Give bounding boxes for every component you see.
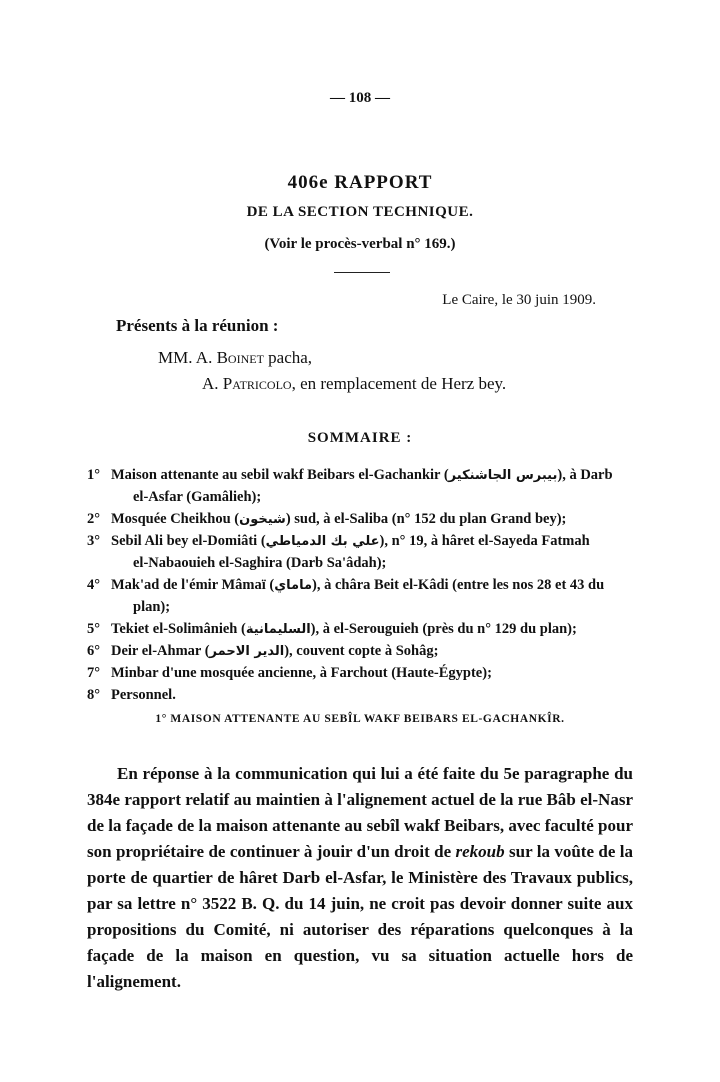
item-text-end: ), couvent copte à Sohâg;: [284, 643, 439, 659]
item-arabic-name: علي بك الدمياطي: [265, 534, 380, 549]
item-number: 6°: [87, 643, 101, 659]
item-text-end: ), à châra Beit el-Kâdi (entre les nos 28 et 43 du: [312, 577, 605, 593]
report-note: (Voir le procès-verbal n° 169.): [264, 236, 456, 252]
sommaire-item-3: [87, 533, 590, 550]
item-number: 7°: [87, 665, 101, 681]
sommaire-item-7: [87, 665, 492, 682]
item-number: 3°: [87, 533, 101, 549]
item-arabic-name: شيخون: [239, 512, 286, 527]
body-paragraph: [87, 761, 633, 995]
item-text-end: ), à Darb: [557, 467, 613, 483]
sommaire-item-4-cont: plan);: [133, 599, 171, 615]
item-arabic-name: الدير الاحمر: [209, 644, 285, 659]
paragraph-text-2: sur la voûte de la porte de quartier de hâret Darb el-Asfar, le Ministère des Travaux publics, par sa lettre n° 3522 B. Q. du 14 juin, ne croit pas devoir donner suite aux propositions du Comité, ni autoriser des réparations quelconques à la façade de la maison en question, vu sa situation actuelle hors de l'alignement.: [87, 842, 633, 991]
sommaire-item-1: [87, 467, 613, 484]
dateline: Le Caire, le 30 juin 1909.: [442, 292, 596, 308]
item-text: Minbar d'une mosquée ancienne, à Farchout (Haute-Égypte);: [111, 665, 492, 681]
item-arabic-name: ماماي: [274, 578, 313, 593]
attendee-line-1: [158, 348, 312, 368]
paragraph-text-1: En réponse à la communication qui lui a été faite du 5e paragraphe du 384e rapport relatif au maintien à l'alignement actuel de la rue Bâb el-Nasr de la façade de la maison attenante au sebîl wakf Beibars, avec faculté pour son propriétaire de continuer à jouir d'un droit de: [87, 764, 633, 861]
item-text: Maison attenante au sebil wakf Beibars el-Gachankir (: [111, 467, 449, 483]
item-number: 4°: [87, 577, 101, 593]
attendee-2-name: Patricolo: [222, 374, 292, 393]
attendee-line-2: [202, 374, 506, 394]
report-subtitle: DE LA SECTION TECHNIQUE.: [246, 204, 474, 220]
item-number: 5°: [87, 621, 101, 637]
section-1-heading: 1° MAISON ATTENANTE AU SEBÎL WAKF BEIBARS EL-GACHANKÎR.: [155, 713, 565, 725]
sommaire-item-3-cont: el-Nabaouieh el-Saghira (Darb Sa'âdah);: [133, 555, 387, 571]
item-text-end: ), à el-Serouguieh (près du n° 129 du plan);: [310, 621, 577, 637]
sommaire-item-4: [87, 577, 604, 594]
paragraph-italic-term: rekoub: [455, 842, 505, 861]
attendee-2-note: , en remplacement de Herz bey.: [291, 374, 507, 393]
sommaire-item-8: [87, 687, 176, 704]
divider-rule: [334, 272, 390, 273]
attendees-prefix: MM.: [158, 348, 193, 367]
presents-label: Présents à la réunion :: [116, 316, 279, 335]
sommaire-title: SOMMAIRE :: [307, 430, 413, 446]
item-text: Mak'ad de l'émir Mâmaï (: [111, 577, 275, 593]
item-text: Personnel.: [111, 687, 176, 703]
item-text: Tekiet el-Solimânieh (: [111, 621, 246, 637]
page-number: — 108 —: [330, 90, 390, 106]
item-number: 2°: [87, 511, 101, 527]
attendee-2-initial: A.: [202, 374, 219, 393]
item-text: Mosquée Cheikhou (: [111, 511, 240, 527]
attendee-1-name: Boinet: [216, 348, 264, 367]
attendee-1-initial: A.: [195, 348, 213, 367]
sommaire-item-5: [87, 621, 577, 638]
sommaire-item-6: [87, 643, 438, 660]
report-title: 406e RAPPORT: [287, 172, 433, 193]
sommaire-item-2: [87, 511, 566, 528]
item-text: Sebil Ali bey el-Domiâti (: [111, 533, 266, 549]
item-arabic-name: السليمانية: [245, 622, 311, 637]
item-number: 1°: [87, 467, 101, 483]
item-arabic-name: بيبرس الجاشنكير: [448, 468, 558, 483]
sommaire-item-1-cont: el-Asfar (Gamâlieh);: [133, 489, 262, 505]
attendee-1-title: pacha,: [268, 348, 313, 367]
item-number: 8°: [87, 687, 101, 703]
item-text-end: ) sud, à el-Saliba (n° 152 du plan Grand bey);: [285, 511, 567, 527]
item-text-end: ), n° 19, à hâret el-Sayeda Fatmah: [379, 533, 590, 549]
item-text: Deir el-Ahmar (: [111, 643, 210, 659]
